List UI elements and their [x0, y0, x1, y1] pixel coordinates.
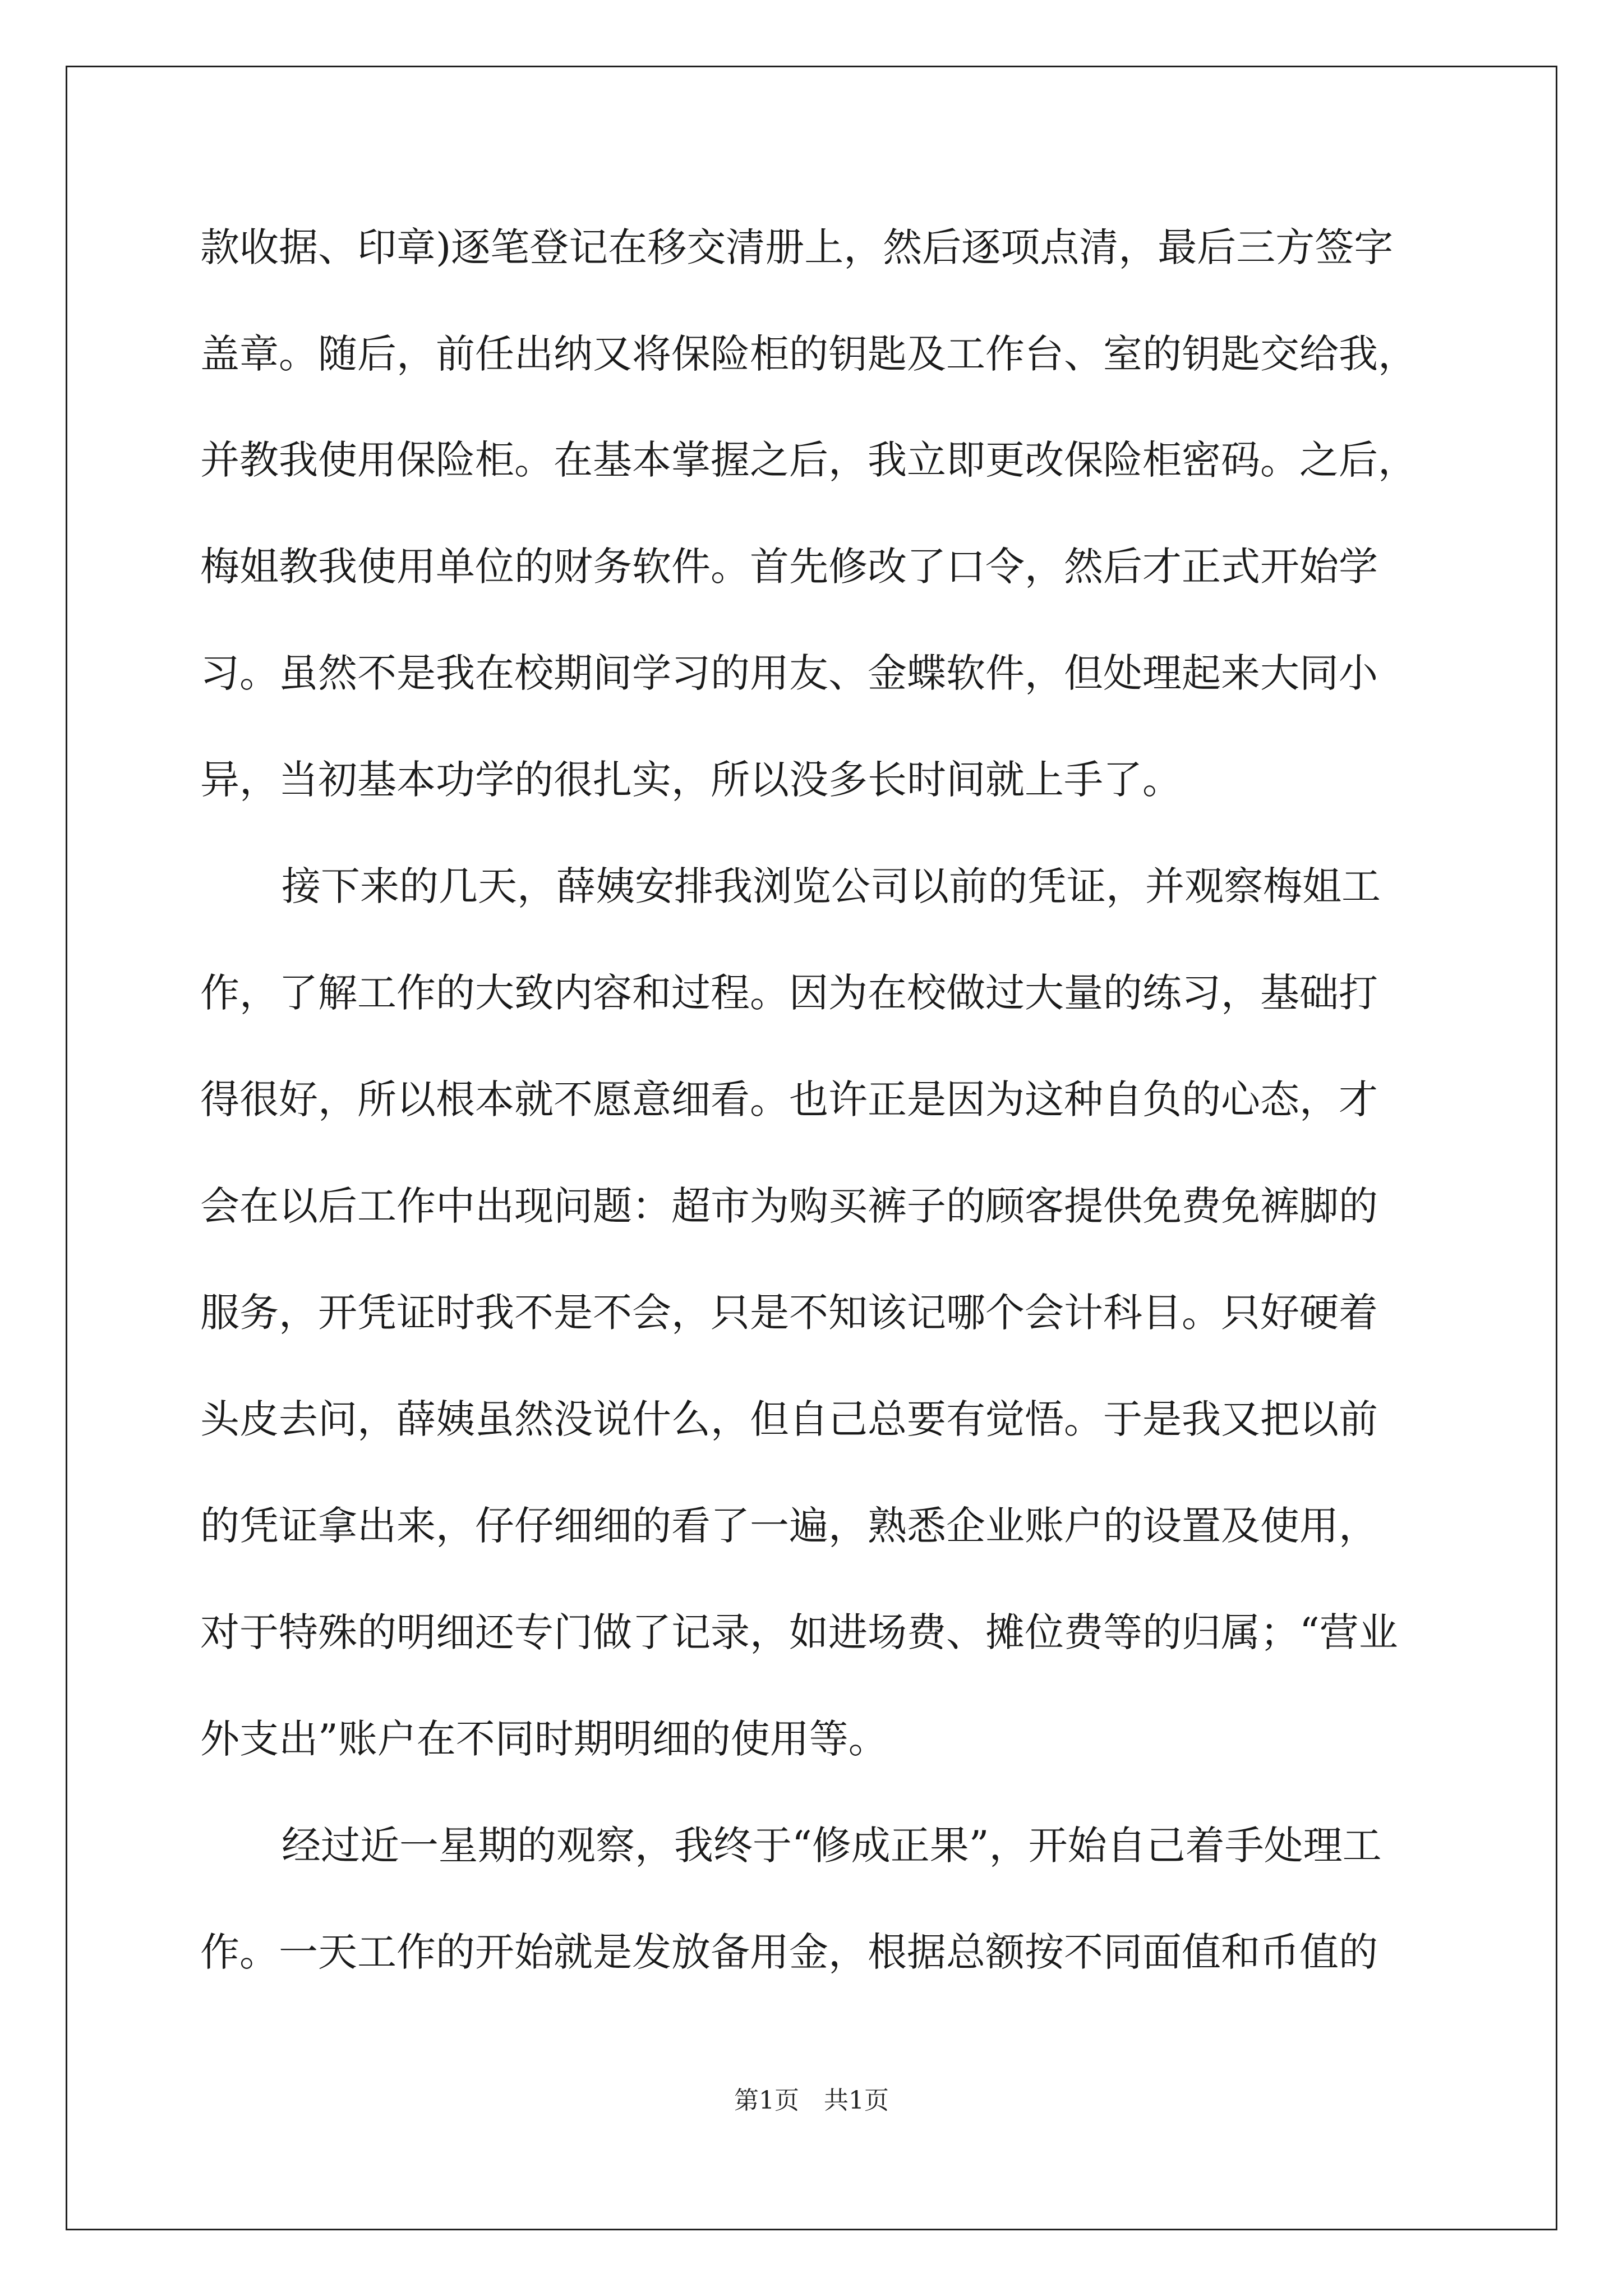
text-line: 习。虽然不是我在校期间学习的用友、金蝶软件，但处理起来大同小	[200, 650, 1378, 696]
text-line: 款收据、印章)逐笔登记在移交清册上，然后逐项点清，最后三方签字	[200, 224, 1394, 270]
page-number-footer: 第1页 共1页	[734, 2086, 889, 2115]
text-line: 梅姐教我使用单位的财务软件。首先修改了口令，然后才正式开始学	[200, 544, 1378, 590]
text-line: 对于特殊的明细还专门做了记录，如进场费、摊位费等的归属；“营业	[200, 1609, 1398, 1655]
text-line: 外支出”账户在不同时期明细的使用等。	[200, 1716, 888, 1762]
text-line: 作，了解工作的大致内容和过程。因为在校做过大量的练习，基础打	[200, 970, 1378, 1016]
text-line: 服务，开凭证时我不是不会，只是不知该记哪个会计科目。只好硬着	[200, 1290, 1378, 1336]
text-line: 头皮去问，薛姨虽然没说什么，但自己总要有觉悟。于是我又把以前	[200, 1396, 1378, 1442]
text-line: 并教我使用保险柜。在基本掌握之后，我立即更改保险柜密码。之后，	[200, 437, 1417, 483]
paragraph-first-line: 经过近一星期的观察，我终于“修成正果”，开始自己着手处理工	[282, 1823, 1382, 1869]
page-border	[66, 66, 1557, 2230]
text-line: 异，当初基本功学的很扎实，所以没多长时间就上手了。	[200, 757, 1182, 803]
text-line: 得很好，所以根本就不愿意细看。也许正是因为这种自负的心态，才	[200, 1076, 1378, 1122]
paragraph-first-line: 接下来的几天，薛姨安排我浏览公司以前的凭证，并观察梅姐工	[282, 863, 1381, 909]
text-line: 作。一天工作的开始就是发放备用金，根据总额按不同面值和币值的	[200, 1929, 1378, 1975]
text-line: 盖章。随后，前任出纳又将保险柜的钥匙及工作台、室的钥匙交给我，	[200, 331, 1417, 377]
text-line: 的凭证拿出来，仔仔细细的看了一遍，熟悉企业账户的设置及使用，	[200, 1503, 1378, 1549]
text-line: 会在以后工作中出现问题：超市为购买裤子的顾客提供免费免裤脚的	[200, 1183, 1378, 1229]
